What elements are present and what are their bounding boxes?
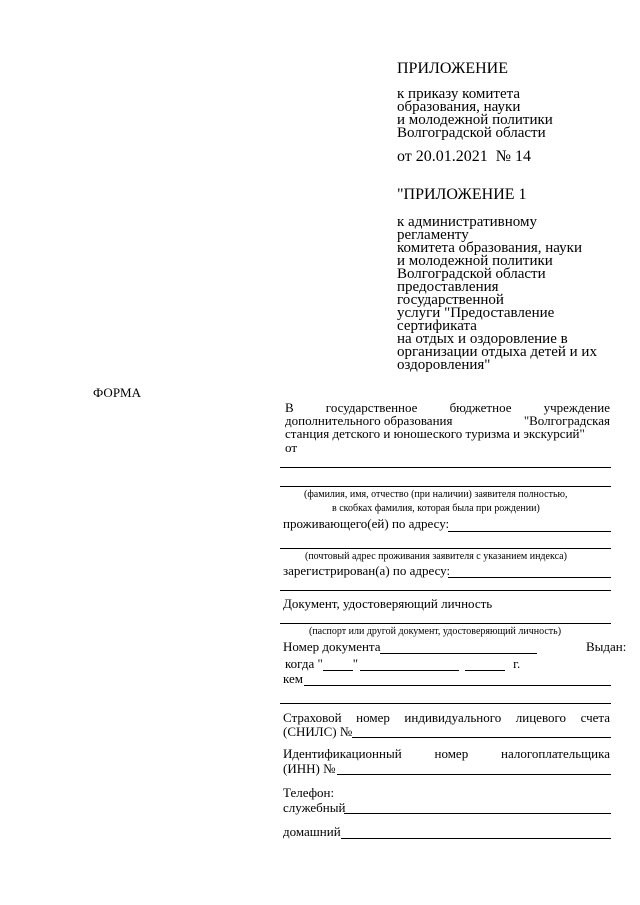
regulation-reference	[397, 216, 597, 372]
reg-line: Волгоградской области	[397, 266, 546, 282]
snils-line[interactable]	[352, 737, 611, 738]
order-line: Волгоградской области	[397, 125, 546, 141]
residence-address-line-1[interactable]	[448, 531, 611, 532]
issued-by-line-1[interactable]	[304, 685, 611, 686]
reg-line: услуги "Предоставление	[397, 305, 555, 321]
addressee-line-2-right: "Волгоградская	[523, 413, 610, 428]
issue-day-blank[interactable]	[323, 657, 353, 671]
reg-line: сертификата	[397, 318, 477, 334]
reg-line: регламенту	[397, 227, 469, 243]
when-prefix: когда "	[285, 656, 323, 671]
issued-label: Выдан:	[586, 639, 627, 654]
issue-month-blank[interactable]	[360, 657, 459, 671]
issue-date-row	[285, 657, 520, 671]
reg-line: оздоровления"	[397, 357, 491, 373]
work-phone-line[interactable]	[344, 813, 611, 814]
residence-address-line-2[interactable]	[280, 548, 611, 549]
order-date-number: от 20.01.2021 № 14	[397, 148, 532, 165]
identity-doc-line[interactable]	[280, 623, 611, 624]
reg-line: и молодежной политики	[397, 253, 553, 269]
snils-label: Страховой номер индивидуального лицевого счета	[283, 710, 610, 725]
reg-line: предоставления	[397, 279, 499, 295]
inn-label: Идентификационный номер налогоплательщика	[283, 746, 610, 761]
work-phone-label: служебный	[283, 800, 346, 815]
registration-address-line-1[interactable]	[448, 577, 611, 578]
order-line: образования, науки	[397, 99, 521, 115]
snils-label-2: (СНИЛС) №	[283, 724, 353, 739]
reg-line: комитета образования, науки	[397, 240, 582, 256]
addressee-from: от	[285, 440, 298, 455]
phone-label: Телефон:	[283, 785, 335, 800]
doc-number-line[interactable]	[380, 653, 537, 654]
when-quote: "	[352, 656, 359, 671]
home-phone-line[interactable]	[341, 838, 611, 839]
fio-hint-2: в скобках фамилия, которая была при рождении)	[332, 503, 540, 514]
passport-hint: (паспорт или другой документ, удостоверяющий личность)	[309, 626, 562, 637]
addressee-line-3: станция детского и юношеского туризма и экскурсий"	[285, 426, 585, 441]
reg-line: к административному	[397, 214, 537, 230]
residence-label: проживающего(ей) по адресу:	[283, 516, 450, 531]
applicant-name-line-1[interactable]	[280, 467, 611, 468]
addressee-line-2-left: дополнительного образования	[285, 413, 453, 428]
appendix-title: ПРИЛОЖЕНИЕ	[397, 60, 509, 77]
order-line: к приказу комитета	[397, 86, 521, 102]
reg-line: на отдых и оздоровление в	[397, 331, 568, 347]
inn-line[interactable]	[337, 774, 611, 775]
reg-line: организации отдыха детей и их	[397, 344, 597, 360]
inn-label-2: (ИНН) №	[283, 761, 336, 776]
appendix-1-title: "ПРИЛОЖЕНИЕ 1	[397, 186, 527, 203]
applicant-name-line-2[interactable]	[280, 486, 611, 487]
fio-hint-1: (фамилия, имя, отчество (при наличии) заявителя полностью,	[304, 489, 568, 500]
postal-hint: (почтовый адрес проживания заявителя с указанием индекса)	[305, 551, 567, 562]
addressee-line-1: В государственное бюджетное учреждение	[285, 400, 610, 415]
issued-by-line-2[interactable]	[280, 703, 611, 704]
header-block	[397, 62, 508, 75]
order-line: и молодежной политики	[397, 112, 553, 128]
doc-number-label: Номер документа	[283, 639, 381, 654]
registration-label: зарегистрирован(а) по адресу:	[283, 563, 451, 578]
order-reference	[397, 88, 553, 140]
issue-year-blank[interactable]	[465, 657, 505, 671]
identity-doc-label: Документ, удостоверяющий личность	[283, 596, 493, 611]
year-suffix: г.	[513, 656, 521, 671]
registration-address-line-2[interactable]	[280, 590, 611, 591]
form-label: ФОРМА	[93, 385, 141, 400]
home-phone-label: домашний	[283, 824, 341, 839]
reg-line: государственной	[397, 292, 504, 308]
issued-by-label: кем	[283, 671, 303, 686]
